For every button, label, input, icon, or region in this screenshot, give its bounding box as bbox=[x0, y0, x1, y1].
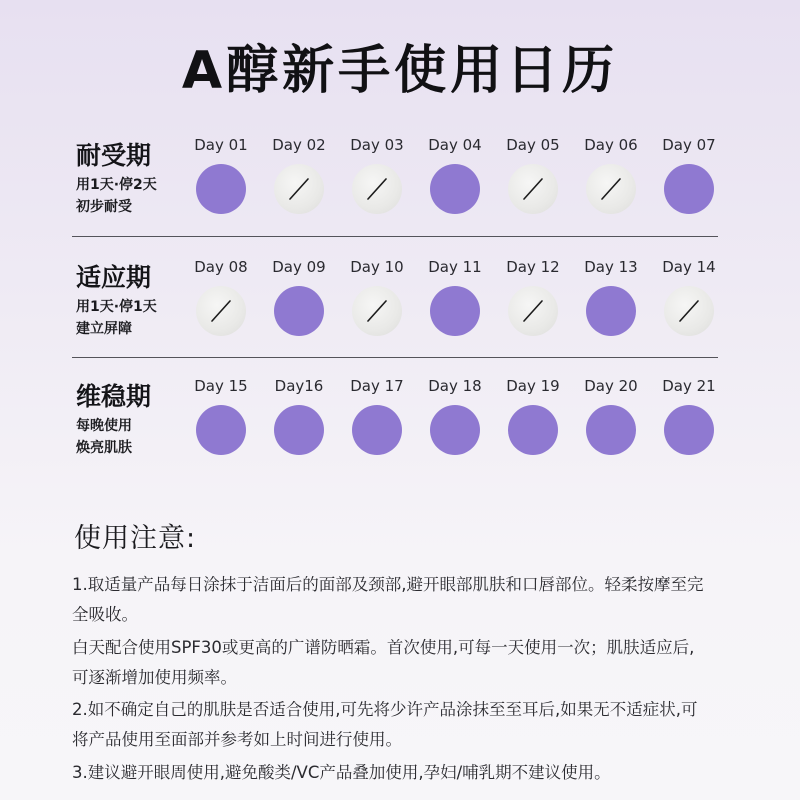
slash-icon bbox=[352, 164, 402, 214]
day-label: Day 08 bbox=[194, 258, 248, 276]
day-label: Day 14 bbox=[662, 258, 716, 276]
use-day-dot bbox=[430, 286, 480, 336]
phase-row bbox=[72, 258, 720, 350]
day-cell bbox=[494, 136, 572, 226]
phase-description-line: 建立屏障 bbox=[76, 321, 132, 337]
use-day-dot bbox=[274, 405, 324, 455]
day-label: Day 04 bbox=[428, 136, 482, 154]
use-day-dot bbox=[430, 405, 480, 455]
rest-day-dot bbox=[352, 286, 402, 336]
slash-icon bbox=[352, 286, 402, 336]
row-divider bbox=[72, 357, 718, 358]
rest-day-dot bbox=[196, 286, 246, 336]
day-cell bbox=[338, 136, 416, 226]
slash-icon bbox=[196, 286, 246, 336]
use-day-dot bbox=[196, 405, 246, 455]
day-cell bbox=[572, 136, 650, 226]
slash-icon bbox=[586, 164, 636, 214]
day-label: Day 13 bbox=[584, 258, 638, 276]
day-cell bbox=[260, 136, 338, 226]
day-label: Day 10 bbox=[350, 258, 404, 276]
day-cell bbox=[572, 258, 650, 348]
use-day-dot bbox=[196, 164, 246, 214]
day-cell bbox=[572, 377, 650, 467]
day-cell bbox=[260, 258, 338, 348]
phase-description-line: 用1天·停2天 bbox=[76, 177, 157, 193]
note-line: 2.如不确定自己的肌肤是否适合使用,可先将少许产品涂抹至至耳后,如果无不适症状,可 bbox=[72, 700, 698, 719]
notes-title: 使用注意: bbox=[74, 523, 197, 554]
phase-description-line: 用1天·停1天 bbox=[76, 299, 157, 315]
day-label: Day 07 bbox=[662, 136, 716, 154]
use-day-dot bbox=[664, 405, 714, 455]
day-label: Day 17 bbox=[350, 377, 404, 395]
page-title: A醇新手使用日历 bbox=[181, 41, 619, 101]
day-cell bbox=[494, 377, 572, 467]
day-label: Day 06 bbox=[584, 136, 638, 154]
phase-description-line: 每晚使用 bbox=[76, 418, 132, 434]
phase-description-line: 焕亮肌肤 bbox=[76, 440, 132, 456]
use-day-dot bbox=[352, 405, 402, 455]
day-label: Day 01 bbox=[194, 136, 248, 154]
day-label: Day 19 bbox=[506, 377, 560, 395]
slash-icon bbox=[508, 286, 558, 336]
rest-day-dot bbox=[586, 164, 636, 214]
use-day-dot bbox=[274, 286, 324, 336]
day-label: Day 11 bbox=[428, 258, 482, 276]
phase-description-line: 初步耐受 bbox=[76, 199, 132, 215]
day-cell bbox=[416, 377, 494, 467]
note-line: 白天配合使用SPF30或更高的广谱防晒霜。首次使用,可每一天使用一次；肌肤适应后, bbox=[72, 638, 695, 657]
note-line: 全吸收。 bbox=[72, 605, 138, 624]
day-label: Day 15 bbox=[194, 377, 248, 395]
day-cell bbox=[416, 136, 494, 226]
note-line: 3.建议避开眼周使用,避免酸类/VC产品叠加使用,孕妇/哺乳期不建议使用。 bbox=[72, 763, 611, 782]
phase-name: 适应期 bbox=[76, 263, 152, 292]
use-day-dot bbox=[664, 164, 714, 214]
day-label: Day 05 bbox=[506, 136, 560, 154]
day-cell bbox=[494, 258, 572, 348]
rest-day-dot bbox=[508, 286, 558, 336]
day-label: Day 09 bbox=[272, 258, 326, 276]
slash-icon bbox=[664, 286, 714, 336]
rest-day-dot bbox=[274, 164, 324, 214]
phase-row bbox=[72, 377, 720, 469]
day-cell bbox=[650, 136, 728, 226]
day-label: Day 12 bbox=[506, 258, 560, 276]
use-day-dot bbox=[586, 405, 636, 455]
phase-name: 维稳期 bbox=[76, 382, 152, 411]
day-cell bbox=[338, 377, 416, 467]
day-label: Day 02 bbox=[272, 136, 326, 154]
phase-description bbox=[76, 174, 157, 218]
rest-day-dot bbox=[664, 286, 714, 336]
slash-icon bbox=[508, 164, 558, 214]
day-label: Day 21 bbox=[662, 377, 716, 395]
day-label: Day 20 bbox=[584, 377, 638, 395]
phase-name: 耐受期 bbox=[76, 141, 152, 170]
phase-row bbox=[72, 136, 720, 228]
use-day-dot bbox=[430, 164, 480, 214]
phase-description bbox=[76, 296, 157, 340]
day-cell bbox=[182, 377, 260, 467]
note-line: 可逐渐增加使用频率。 bbox=[72, 668, 237, 687]
day-cell bbox=[338, 258, 416, 348]
rest-day-dot bbox=[352, 164, 402, 214]
row-divider bbox=[72, 236, 718, 237]
day-cell bbox=[650, 377, 728, 467]
use-day-dot bbox=[508, 405, 558, 455]
day-cell bbox=[182, 258, 260, 348]
note-line: 将产品使用至面部并参考如上时间进行使用。 bbox=[72, 730, 402, 749]
rest-day-dot bbox=[508, 164, 558, 214]
phase-description bbox=[76, 415, 132, 459]
slash-icon bbox=[274, 164, 324, 214]
day-label: Day 18 bbox=[428, 377, 482, 395]
day-cell bbox=[416, 258, 494, 348]
day-label: Day16 bbox=[274, 377, 324, 395]
day-cell bbox=[650, 258, 728, 348]
day-cell bbox=[182, 136, 260, 226]
note-line: 1.取适量产品每日涂抹于洁面后的面部及颈部,避开眼部肌肤和口唇部位。轻柔按摩至完 bbox=[72, 575, 704, 594]
use-day-dot bbox=[586, 286, 636, 336]
day-cell bbox=[260, 377, 338, 467]
day-label: Day 03 bbox=[350, 136, 404, 154]
